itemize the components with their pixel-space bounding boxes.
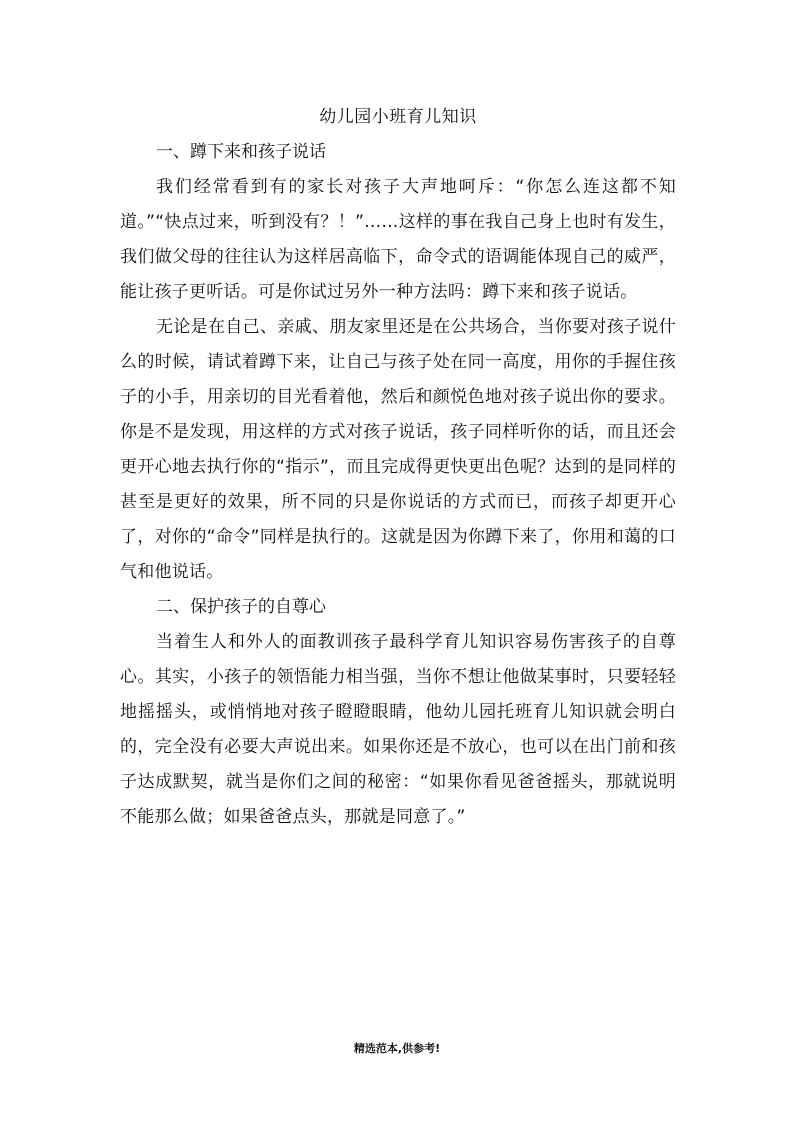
section-heading-1: 一、蹲下来和孩子说话	[156, 142, 326, 162]
document-title: 幼儿园小班育儿知识	[319, 107, 477, 127]
document-body	[120, 100, 676, 835]
section-2-paragraph-1: 当着生人和外人的面教训孩子最科学育儿知识容易伤害孩子的自尊心。其实，小孩子的领悟能力相当强，当你不想让他做某事时，只要轻轻地摇摇头，或悄悄地对孩子瞪瞪眼睛，他幼儿园托班育儿知识就会明白的，完全没有必要大声说出来。如果你还是不放心，也可以在出门前和孩子达成默契，就当是你们之间的秘密：“如果你看见爸爸摇头，那就说明不能那么做；如果爸爸点头，那就是同意了。”	[120, 632, 676, 827]
section-heading-2: 二、保护孩子的自尊心	[156, 597, 326, 617]
page-footer: 精选范本,供参考!	[353, 1042, 441, 1055]
section-1-paragraph-2: 无论是在自己、亲戚、朋友家里还是在公共场合，当你要对孩子说什么的时候，请试着蹲下来，让自己与孩子处在同一高度，用你的手握住孩子的小手，用亲切的目光看着他，然后和颜悦色地对孩子说出你的要求。你是不是发现，用这样的方式对孩子说话，孩子同样听你的话，而且还会更开心地去执行你的“指示”，而且完成得更快更出色呢？达到的是同样的甚至是更好的效果，所不同的只是你说话的方式而已，而孩子却更开心了，对你的“命令”同样是执行的。这就是因为你蹲下来了，你用和蔼的口气和他说话。	[120, 317, 676, 582]
section-1-paragraph-1: 我们经常看到有的家长对孩子大声地呵斥：“你怎么连这都不知道。”“快点过来，听到没有？！”……这样的事在我自己身上也时有发生，我们做父母的往往认为这样居高临下，命令式的语调能体现自己的威严，能让孩子更听话。可是你试过另外一种方法吗：蹲下来和孩子说话。	[120, 177, 676, 302]
